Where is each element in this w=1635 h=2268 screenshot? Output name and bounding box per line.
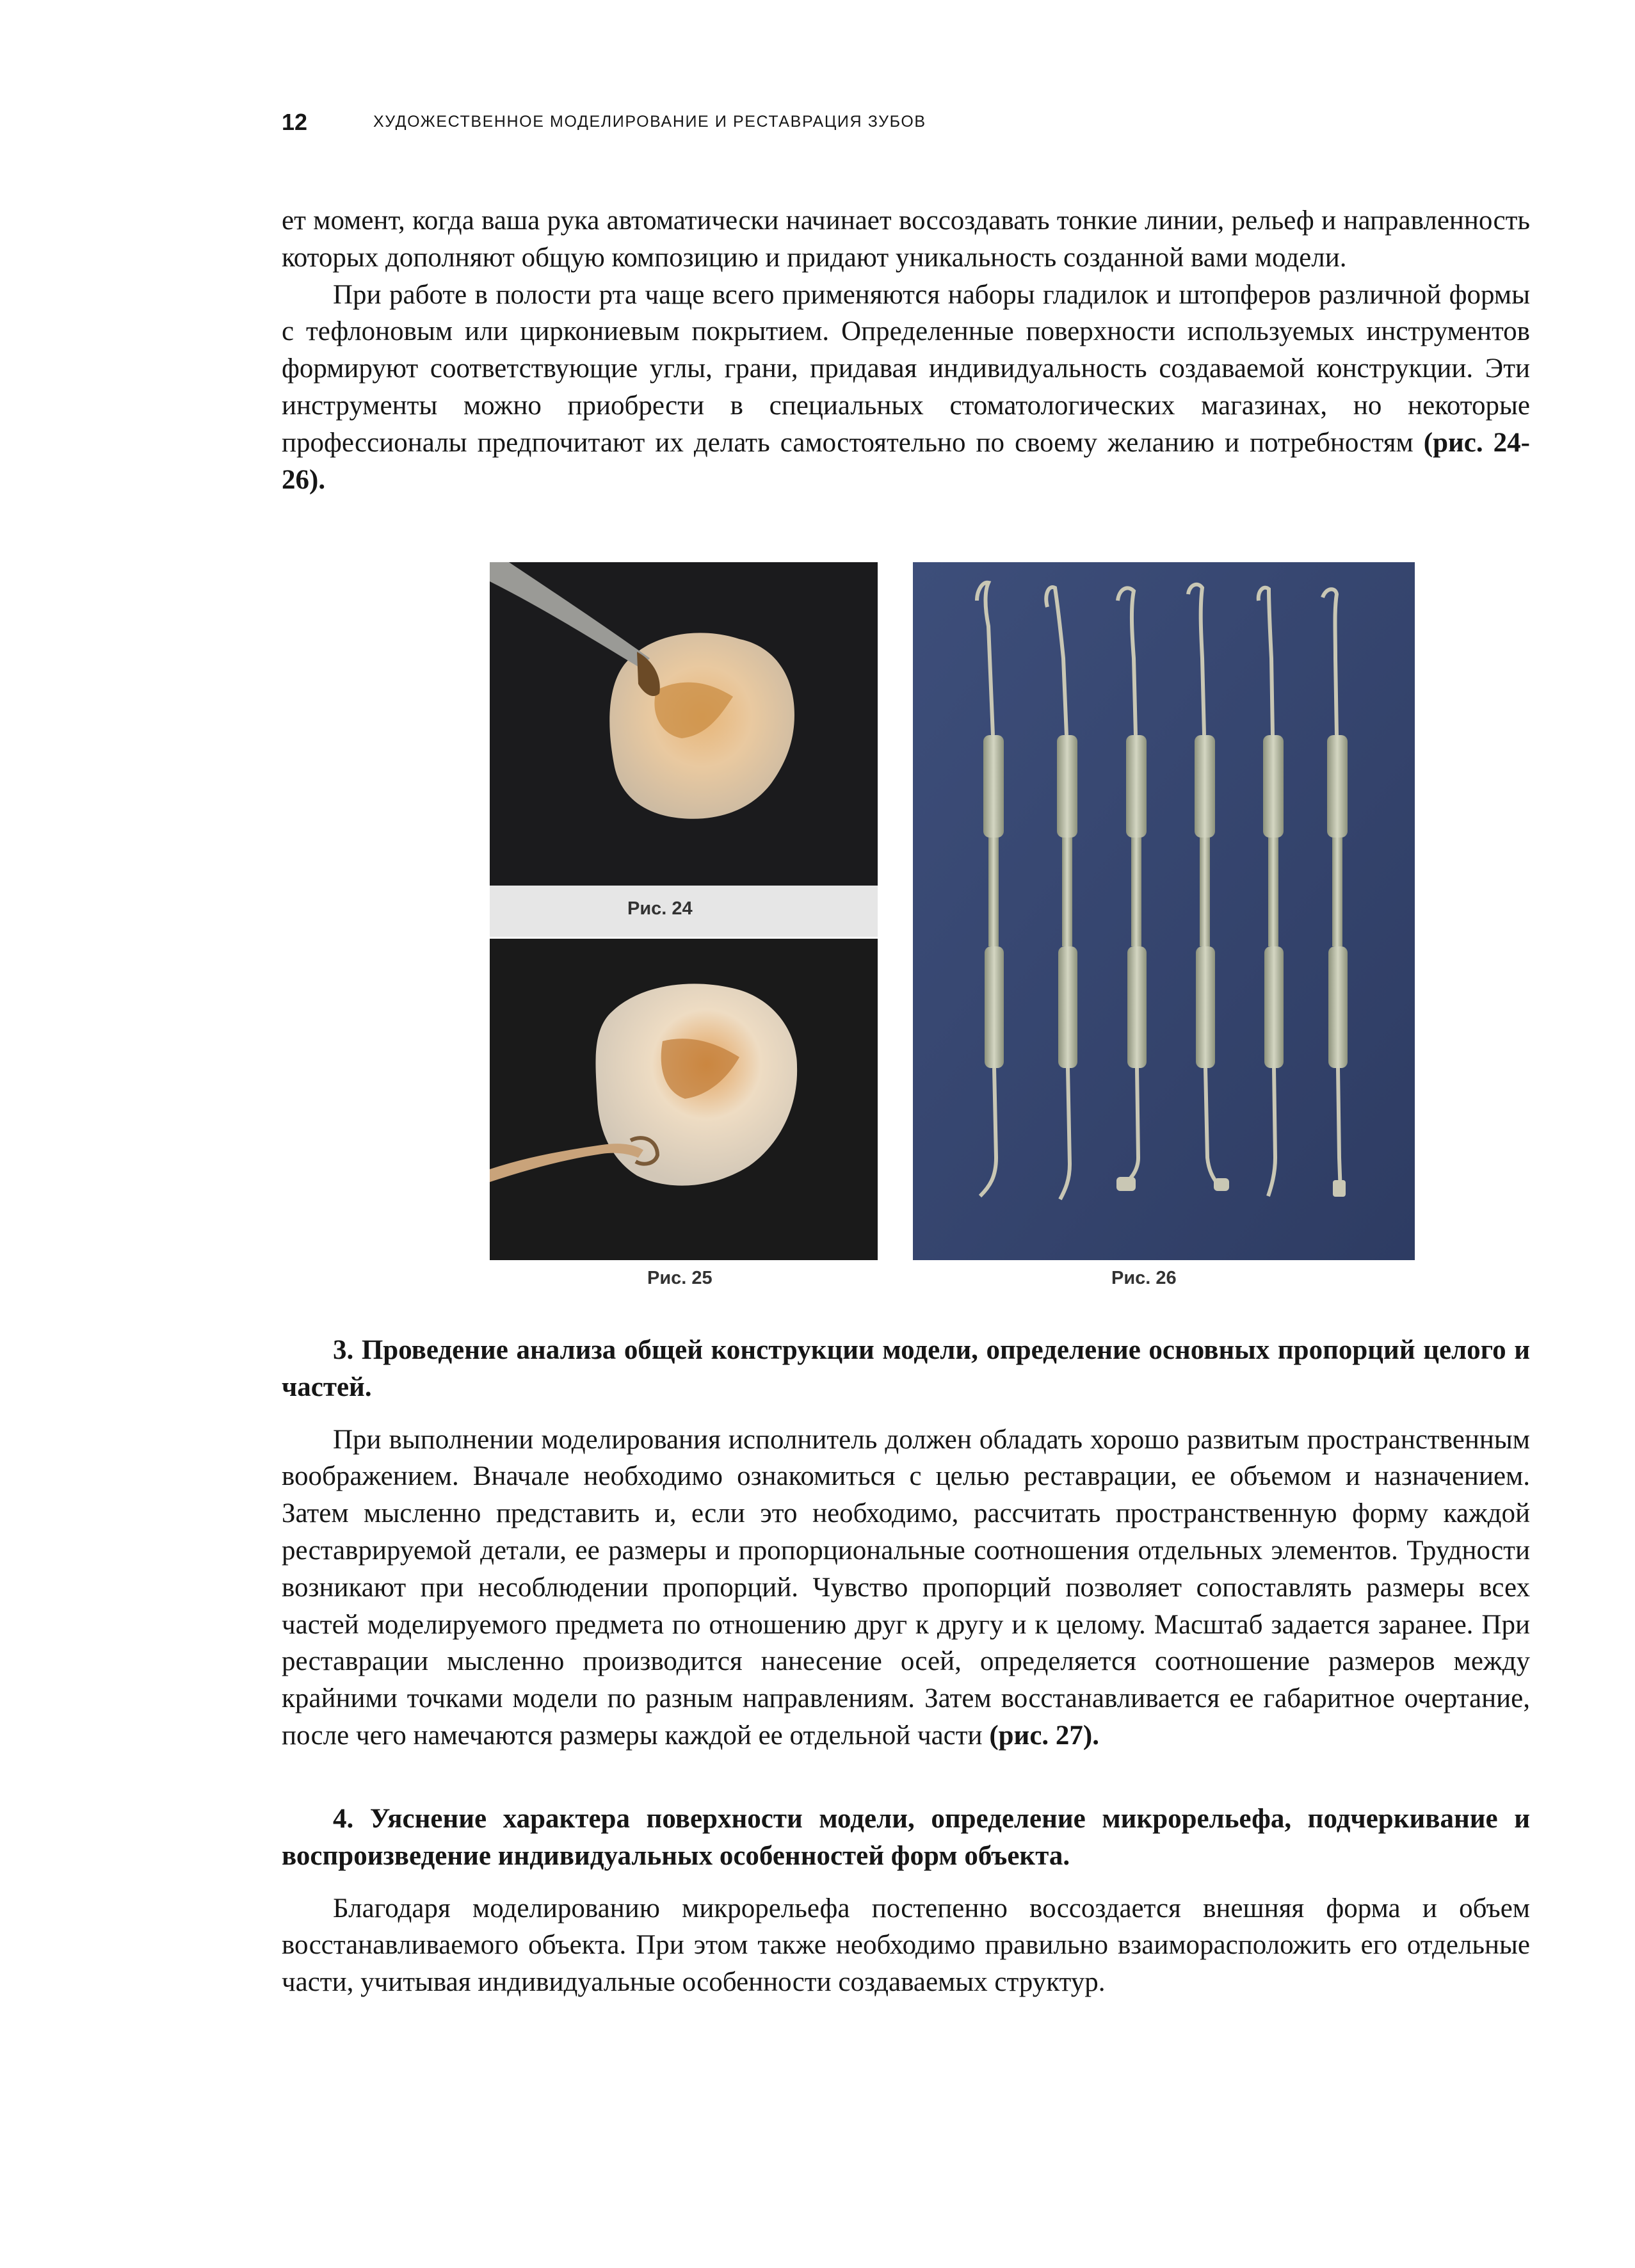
section-4-heading: 4. Уяснение характера поверхности модели, определение микрорельефа, подчеркивание и воспроизведение индивидуальных особенностей форм объекта. bbox=[282, 1804, 1530, 1871]
figure-26-caption: Рис. 26 bbox=[1111, 1268, 1177, 1288]
figure-25-photo bbox=[490, 939, 878, 1260]
section-3-heading: 3. Проведение анализа общей конструкции модели, определение основных пропорций целого и частей. bbox=[282, 1335, 1530, 1402]
tools-paragraph bbox=[282, 277, 1530, 499]
figure-24-photo bbox=[490, 562, 878, 886]
top-text-block bbox=[282, 202, 1530, 498]
page-number: 12 bbox=[282, 109, 308, 135]
figure-24-caption: Рис. 24 bbox=[627, 898, 693, 919]
section-4-paragraph: Благодаря моделированию микрорельефа постепенно воссоздается внешняя форма и объем восстанавливаемого объекта. При этом также необходимо правильно взаиморасположить его отдельные части, учитывая индивидуальные особенности создаваемых структур. bbox=[282, 1893, 1530, 1998]
tools-figure-ref: (рис. 24-26). bbox=[282, 427, 1531, 495]
tools-paragraph-text: При работе в полости рта чаще всего применяются наборы гладилок и штопферов различной формы с тефлоновым или циркониевым покрытием. Определенные поверхности используемых инструментов формируют соответствующие углы, грани, придавая индивидуальность создаваемой конструкции. Эти инструменты можно приобрести в специальных стоматологических магазинах, но некоторые профессионалы предпочитают их делать самостоятельно по своему желанию и потребностям bbox=[282, 279, 1530, 458]
section-4 bbox=[282, 1801, 1530, 2001]
figure-26-photo bbox=[913, 562, 1415, 1260]
figure-24-caption-area bbox=[490, 886, 878, 937]
intro-paragraph: ет момент, когда ваша рука автоматически начинает воссоздавать тонкие линии, рельеф и направленность которых дополняют общую композицию и придают уникальность созданной вами модели. bbox=[282, 206, 1530, 273]
section-3-paragraph bbox=[282, 1422, 1530, 1754]
page-header bbox=[282, 109, 1530, 141]
section-3 bbox=[282, 1332, 1530, 1754]
figure-25-caption: Рис. 25 bbox=[647, 1268, 713, 1288]
running-head: ХУДОЖЕСТВЕННОЕ МОДЕЛИРОВАНИЕ И РЕСТАВРАЦИЯ ЗУБОВ bbox=[373, 113, 926, 131]
section-3-figure-ref: (рис. 27). bbox=[989, 1720, 1099, 1751]
section-3-text: При выполнении моделирования исполнитель должен обладать хорошо развитым пространственным воображением. Вначале необходимо ознакомиться с целью реставрации, ее объемом и назначением. Затем мысленно представить и, если это необходимо, рассчитать пространственную форму каждой реставрируемой детали, ее размеры и пропорциональные соотношения отдельных элементов. Трудности возникают при несоблюдении пропорций. Чувство пропорций позволяет сопоставлять размеры всех частей моделируемого предмета по отношению друг к другу и к целому. Масштаб задается заранее. При реставрации мысленно производится нанесение осей, определяется соотношение размеров между крайними точками модели по разным направлениям. Затем восстанавливается ее габаритное очертание, после чего намечаются размеры каждой ее отдельной части bbox=[282, 1424, 1530, 1751]
